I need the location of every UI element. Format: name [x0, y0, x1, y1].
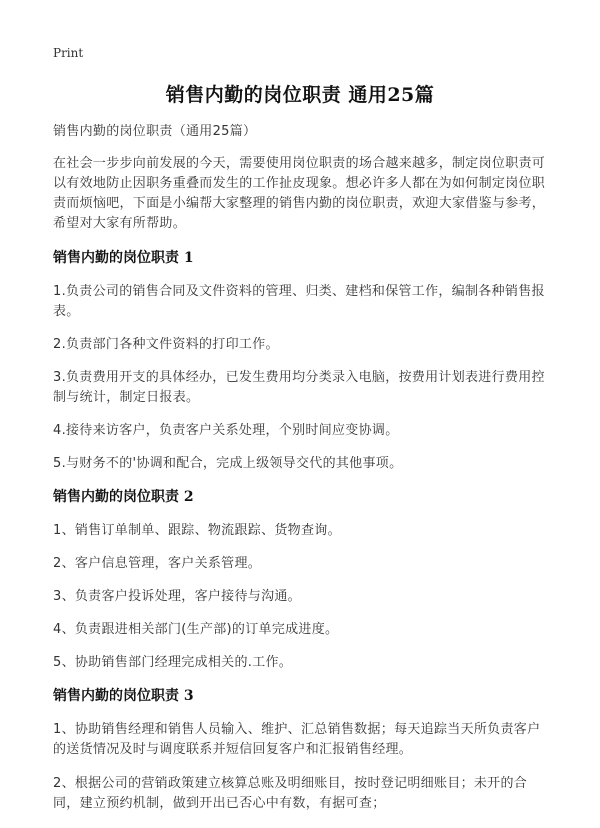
section-1: [53, 248, 553, 474]
duty-item: 4、负责跟进相关部门(生产部)的订单完成进度。: [53, 622, 339, 637]
duty-item: 1、协助销售经理和销售人员输入、维护、汇总销售数据；每天追踪当天所负责客户的送货情况及时与调度联系并短信回复客户和汇报销售经理。: [53, 722, 541, 757]
document-title: 销售内勤的岗位职责 通用25篇: [165, 84, 435, 106]
print-label: Print: [53, 46, 84, 60]
document-subtitle: 销售内勤的岗位职责（通用25篇）: [53, 124, 257, 139]
duty-item: 5、协助销售部门经理完成相关的.工作。: [53, 655, 293, 670]
duty-item: 5.与财务不的'协调和配合，完成上级领导交代的其他事项。: [53, 456, 403, 471]
intro-paragraph: 在社会一步步向前发展的今天，需要使用岗位职责的场合越来越多，制定岗位职责可以有效地防止因职务重叠而发生的工作扯皮现象。想必许多人都在为如何制定岗位职责而烦恼吧，下面是小编帮大家整理的销售内勤的岗位职责，欢迎大家借鉴与参考，希望对大家有所帮助。: [53, 156, 546, 231]
section-2: [53, 487, 553, 673]
document-body: [53, 122, 553, 828]
section-3: [53, 686, 553, 814]
duty-item: 2.负责部门各种文件资料的打印工作。: [53, 337, 279, 352]
duty-item: 1.负责公司的销售合同及文件资料的管理、归类、建档和保管工作，编制各种销售报表。: [53, 284, 545, 319]
duty-item: 3、负责客户投诉处理，客户接待与沟通。: [53, 589, 301, 604]
duty-item: 2、根据公司的营销政策建立核算总账及明细账目，按时登记明细账目；未开的合同，建立预约机制，做到开出已否心中有数，有据可查；: [53, 776, 528, 811]
duty-item: 4.接待来访客户，负责客户关系处理，个别时间应变协调。: [53, 423, 399, 438]
section-heading: 销售内勤的岗位职责 1: [53, 250, 194, 266]
duty-item: 1、销售订单制单、跟踪、物流跟踪、货物查询。: [53, 523, 341, 538]
section-heading: 销售内勤的岗位职责 2: [53, 489, 194, 505]
section-heading: 销售内勤的岗位职责 3: [53, 688, 194, 704]
duty-item: 2、客户信息管理，客户关系管理。: [53, 556, 262, 571]
duty-item: 3.负责费用开支的具体经办，已发生费用均分类录入电脑，按费用计划表进行费用控制与统计，制定日报表。: [53, 370, 545, 405]
